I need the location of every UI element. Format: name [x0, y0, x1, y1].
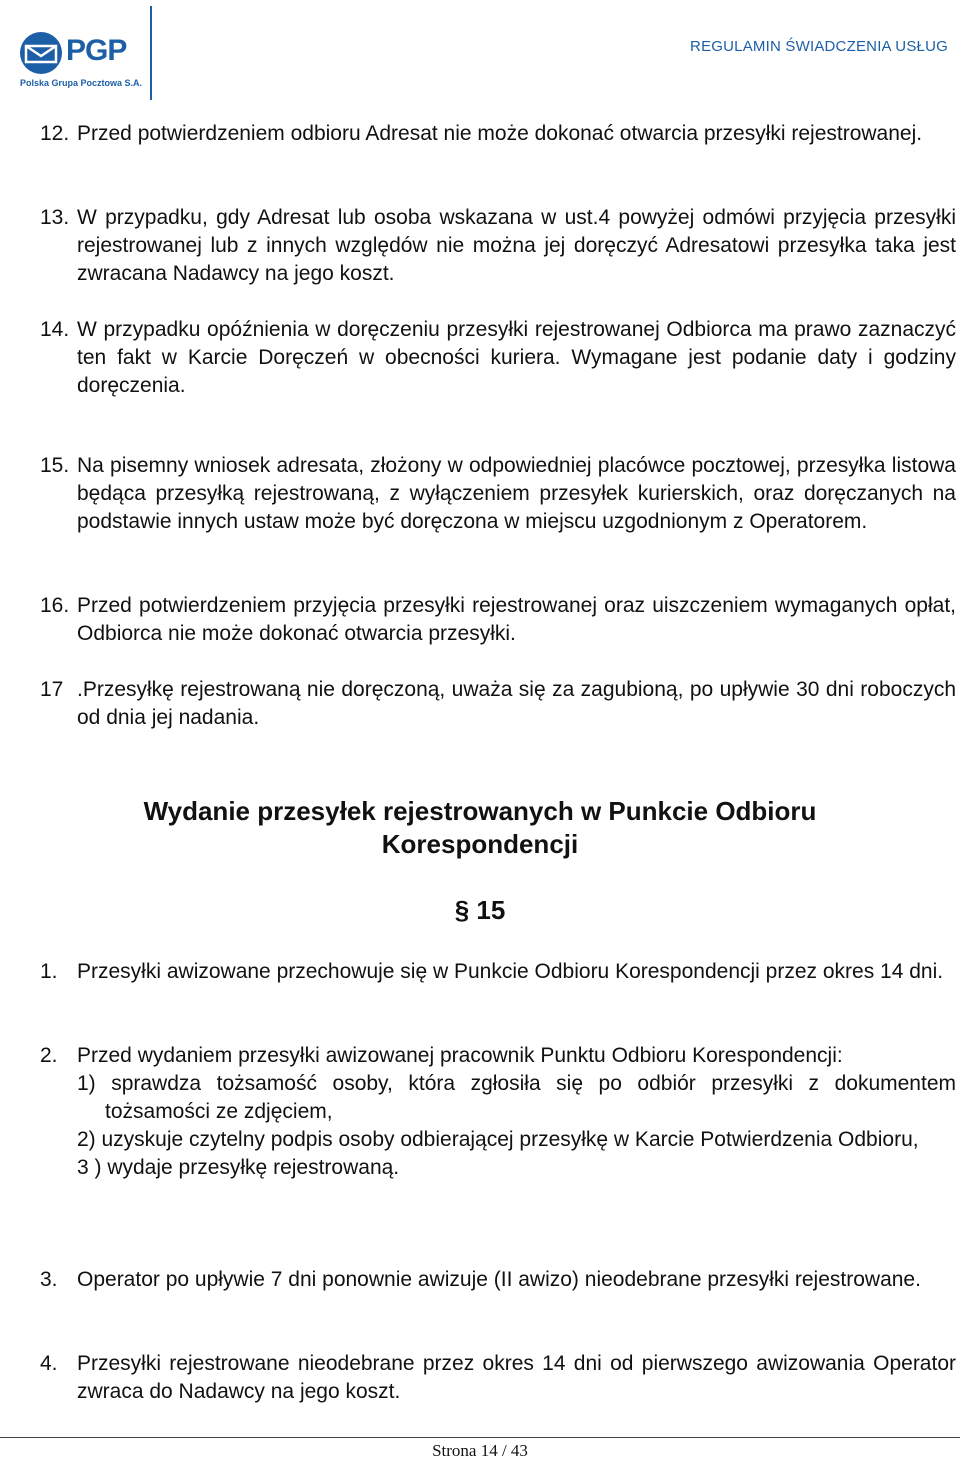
document-title: REGULAMIN ŚWIADCZENIA USŁUG — [690, 38, 948, 55]
item-number: 17 — [40, 678, 64, 701]
item-number: 13. — [40, 206, 70, 229]
list-item — [40, 316, 956, 400]
item-text: .Przesyłkę rejestrowaną nie doręczoną, uważa się za zagubioną, po upływie 30 dni roboczych od dnia jej nadania. — [77, 678, 956, 729]
item-number: 4. — [40, 1352, 58, 1375]
logo-subtitle: Polska Grupa Pocztowa S.A. — [20, 78, 143, 88]
footer-divider — [0, 1437, 960, 1438]
item-text: Przed potwierdzeniem przyjęcia przesyłki rejestrowanej oraz uiszczeniem wymaganych opłat, Odbiorca nie może dokonać otwarcia przesyłki. — [77, 594, 956, 645]
list-item — [40, 1042, 956, 1182]
list-item — [40, 1266, 956, 1294]
section-heading — [0, 795, 960, 861]
list-item — [40, 958, 956, 986]
item-text: Przed wydaniem przesyłki awizowanej pracownik Punktu Odbioru Korespondencji: — [77, 1044, 843, 1067]
sub-item: 1) sprawdza tożsamość osoby, która zgłosiła się po odbiór przesyłki z dokumentem tożsamości ze zdjęciem, — [77, 1072, 956, 1123]
page-number: Strona 14 / 43 — [432, 1441, 528, 1460]
envelope-icon — [20, 32, 62, 74]
logo-text: PGP — [66, 34, 127, 67]
item-text: W przypadku opóźnienia w doręczeniu przesyłki rejestrowanej Odbiorca ma prawo zaznaczyć ten fakt w Karcie Doręczeń w obecności kuriera. Wymagane jest podanie daty i godziny doręczenia. — [77, 318, 956, 397]
item-text: Przed potwierdzeniem odbioru Adresat nie może dokonać otwarcia przesyłki rejestrowanej. — [77, 122, 923, 145]
item-number: 1. — [40, 960, 58, 983]
item-number: 2. — [40, 1044, 58, 1067]
item-text: W przypadku, gdy Adresat lub osoba wskazana w ust.4 powyżej odmówi przyjęcia przesyłki rejestrowanej lub z innych względów nie można jej doręczyć Adresatowi przesyłka taka jest zwracana Nadawcy na jego koszt. — [77, 206, 956, 285]
list-item — [40, 592, 956, 648]
sub-item: 2) uzyskuje czytelny podpis osoby odbierającej przesyłkę w Karcie Potwierdzenia Odbioru, — [77, 1128, 919, 1151]
header-divider — [150, 6, 152, 100]
item-text: Operator po upływie 7 dni ponownie awizuje (II awizo) nieodebrane przesyłki rejestrowane. — [77, 1268, 921, 1291]
item-number: 15. — [40, 454, 70, 477]
pgp-logo — [20, 30, 143, 90]
page-header — [0, 0, 960, 104]
item-number: 14. — [40, 318, 70, 341]
sub-item: 3 ) wydaje przesyłkę rejestrowaną. — [77, 1156, 400, 1179]
paragraph-number: § 15 — [454, 895, 506, 925]
list-item — [40, 120, 956, 148]
item-text: Na pisemny wniosek adresata, złożony w odpowiedniej placówce pocztowej, przesyłka listowa będąca przesyłką rejestrowaną, z wyłączeniem przesyłek kurierskich, oraz doręczanych na podstawie innych ustaw może być doręczona w miejscu uzgodnionym z Operatorem. — [77, 454, 956, 533]
section-heading-line1: Wydanie przesyłek rejestrowanych w Punkcie Odbioru — [143, 796, 817, 826]
item-text: Przesyłki awizowane przechowuje się w Punkcie Odbioru Korespondencji przez okres 14 dni. — [77, 960, 944, 983]
item-number: 3. — [40, 1268, 58, 1291]
list-item — [40, 676, 956, 732]
list-item — [40, 452, 956, 536]
item-number: 16. — [40, 594, 70, 617]
item-text: Przesyłki rejestrowane nieodebrane przez okres 14 dni od pierwszego awizowania Operator zwraca do Nadawcy na jego koszt. — [77, 1352, 956, 1403]
list-item — [40, 204, 956, 288]
item-number: 12. — [40, 122, 70, 145]
list-item — [40, 1350, 956, 1406]
section-heading-line2: Korespondencji — [381, 829, 579, 859]
